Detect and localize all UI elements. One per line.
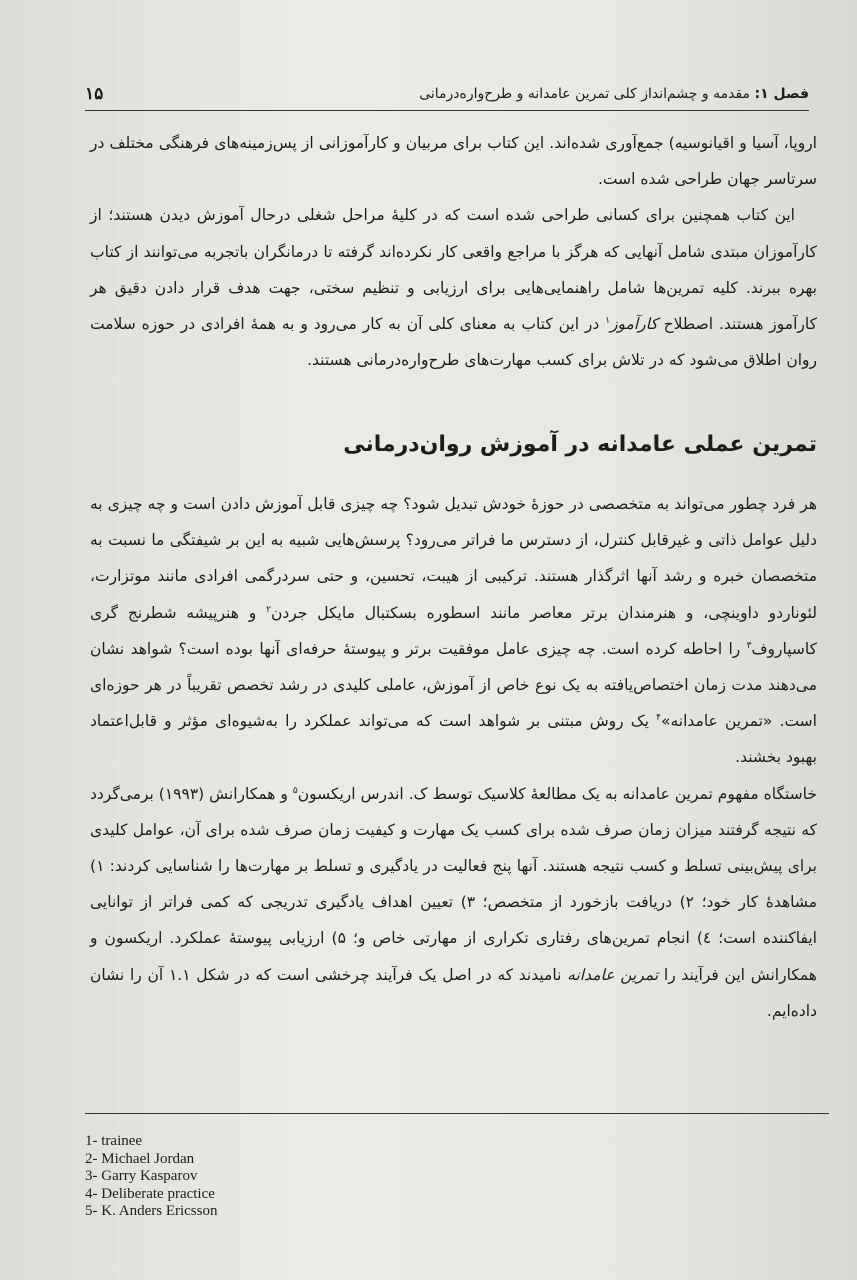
footnote-ref-2: ۲	[266, 604, 271, 615]
footnote-ref-5: ۵	[292, 785, 298, 796]
running-head	[419, 86, 809, 102]
term-deliberate-practice: تمرین عامدانه	[567, 965, 659, 984]
page-number: ۱۵	[85, 84, 104, 104]
footnote-4: 4- Deliberate practice	[85, 1185, 215, 1202]
footnote-divider	[85, 1113, 829, 1114]
section-paragraph-2: خاستگاه مفهوم تمرین عامدانه به یک مطالعهٔ کلاسیک توسط ک. اندرس اریکسون$^۵$ و همکارانش (۱۹۹۳) برمی‌گردد که نتیجه گرفتند میزان زمان صرف شده برای کسب یک مهارت و کیفیت زمان صرف شده برای آن، عوامل کلیدی برای پیش‌بینی تسلط و کسب نتیجه هستند. آنها پنج فعالیت در یادگیری و تسلط بر مهارت‌ها را شناسایی کردند: ۱) مشاهدهٔ کار خود؛ ۲) دریافت بازخورد از متخصص؛ ۳) تعیین اهداف یادگیری تدریجی که کمی فراتر از توانایی ایفاکننده است؛ ٤) انجام تمرین‌های رفتاری تکراری از مهارتی خاص و؛ ۵) ارزیابی پیوستهٔ عملکرد. اریکسون و همکارانش این فرآیند را تمرین عامدانه نامیدند که در اصل یک فرآیند چرخشی است که در شکل ۱.۱ آن را نشان داده‌ایم.	[90, 784, 817, 1020]
term-trainee: کارآموز	[610, 315, 658, 334]
running-header	[85, 80, 809, 111]
intro-paragraph-2: این کتاب همچنین برای کسانی طراحی شده است که در کلیهٔ مراحل شغلی درحال آموزش دیدن هستند؛ از کارآموزان مبتدی شامل آنهایی که هرگز با مراجع واقعی کار نکرده‌اند گرفته تا درمانگران باتجربه می‌توانند از کتاب بهره ببرند. کلیه تمرین‌ها شامل راهنمایی‌هایی برای ارزیابی و تنظیم سختی، جهت هدف قرار دادن دقیق هر کارآموز هستند. اصطلاح کارآموز$^۱$ در این کتاب به معنای کلی آن به کار می‌رود و به همهٔ افرادی در حوزه سلامت روان اطلاق می‌شود که در تلاش برای کسب مهارت‌های طرح‌واره‌درمانی هستند.	[90, 206, 817, 370]
footnote-ref-3: ۳	[746, 640, 752, 651]
chapter-label: فصل ۱:	[754, 86, 809, 102]
footnote-3: 3- Garry Kasparov	[85, 1168, 198, 1184]
intro-text	[90, 125, 817, 378]
section-text	[90, 486, 817, 1029]
footnotes	[85, 1133, 485, 1221]
section-paragraph-1: هر فرد چطور می‌تواند به متخصصی در حوزهٔ خودش تبدیل شود؟ چه چیزی قابل آموزش دادن است و چه چیزی به دلیل عوامل ذاتی و غیرقابل کنترل، از دسترس ما فراتر می‌رود؟ پرسش‌هایی شبیه به این بر شیفتگی ما نسبت به متخصصان خبره و رشد آنها اثرگذار هستند. ترکیبی از هیبت، تحسین، و حتی سردرگمی افرادی مانند موتزارت، لئوناردو داوینچی، و هنرمندان برتر معاصر مانند اسطوره بسکتبال مایکل جردن$^۲$ و هنرپیشه شطرنج گری کاسپاروف$^۳$ را احاطه کرده است. چه چیزی عامل موفقیت برتر و پیوستهٔ حرفه‌ای آنها بوده است؟ شواهد نشان می‌دهند مدت زمان اختصاص‌یافته به یک نوع خاص از آموزش، عاملی کلیدی در رشد تخصص تقریباً در هر حوزه‌ای است. «تمرین عامدانه»$^۴$ یک روش مبتنی بر شواهد است که می‌تواند عملکرد را به‌شیوه‌ای مؤثر و قابل‌اعتماد بهبود بخشند.	[90, 495, 817, 767]
footnote-ref-4: ۴	[656, 713, 661, 724]
section-heading: تمرین عملی عامدانه در آموزش روان‌درمانی	[343, 432, 817, 457]
footnote-2: 2- Michael Jordan	[85, 1150, 195, 1167]
footnote-1: 1- trainee	[85, 1133, 143, 1149]
footnote-ref-1: ۱	[605, 315, 611, 326]
footnote-5: 5- K. Anders Ericsson	[85, 1203, 218, 1219]
intro-paragraph-1: اروپا، آسیا و اقیانوسیه) جمع‌آوری شده‌اند. این کتاب برای مربیان و کارآموزانی از پس‌زمینه‌های فرهنگی مختلف در سرتاسر جهان طراحی شده است.	[90, 134, 817, 189]
chapter-title: مقدمه و چشم‌انداز کلی تمرین عامدانه و طرح‌واره‌درمانی	[419, 86, 751, 102]
